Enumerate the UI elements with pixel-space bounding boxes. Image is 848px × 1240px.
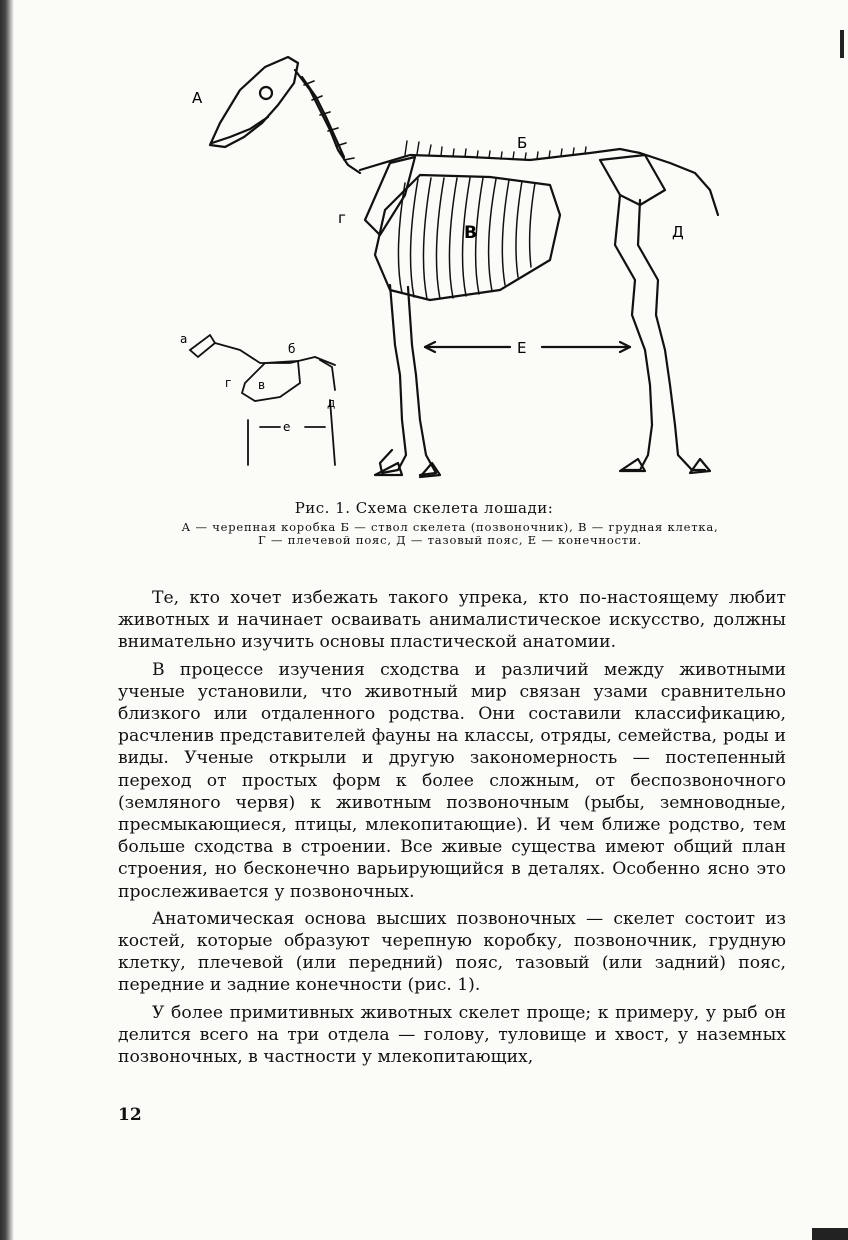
inset-label-d: д [327, 396, 336, 410]
label-B: Б [517, 134, 528, 152]
front-leg [380, 285, 406, 473]
tail [640, 153, 718, 215]
page-left-edge-shadow [0, 0, 14, 1240]
scan-speck [840, 30, 844, 58]
skull-outline [210, 57, 298, 147]
inset-label-g: г [225, 376, 232, 390]
paragraph: Те, кто хочет избежать такого упрека, кто по-настоящему любит животных и начинает осваивать анималистическое искусство, должны внимательно изучить основы пластической анатомии. [118, 588, 786, 653]
body-text [118, 587, 786, 1073]
horse-skeleton-drawing [170, 45, 770, 495]
inset-schematic [190, 335, 335, 465]
figure-caption-legend [115, 521, 785, 547]
pelvis [600, 155, 665, 205]
label-A: А [192, 89, 203, 107]
horse-skeleton-figure [170, 45, 770, 495]
label-D: Д [672, 223, 684, 241]
label-V: В [464, 223, 477, 243]
shoulder-blade [365, 157, 415, 235]
label-G: г [338, 209, 346, 227]
paragraph: Анатомическая основа высших позвоночных — скелет состоит из костей, которые образуют черепную коробку, позвоночник, грудную клетку, плечевой (или передний) пояс, тазовый (или задний) пояс, передние и задние конечности (рис. 1). [118, 908, 786, 996]
scan-speck [812, 1228, 848, 1240]
paragraph: У более примитивных животных скелет проще; к примеру, у рыб он делится всего на три отдела — голову, туловище и хвост, у наземных позвоночных, в частности у млекопитающих, [118, 1002, 786, 1068]
inset-label-v: в [258, 378, 266, 392]
page-number: 12 [118, 1105, 142, 1125]
caption-legend-line: А — черепная коробка Б — ствол скелета (позвоночник), В — грудная клетка, [181, 520, 719, 534]
skull-orbit [260, 87, 272, 99]
figure-caption-title: Рис. 1. Схема скелета лошади: [294, 499, 554, 517]
inset-label-b: б [288, 342, 296, 356]
inset-label-e: е [283, 420, 291, 434]
caption-legend-line: Г — плечевой пояс, Д — тазовый пояс, Е — конечности. [258, 533, 642, 547]
hind-leg [615, 195, 652, 470]
label-E: Е [517, 339, 527, 357]
inset-label-a: а [180, 332, 188, 346]
paragraph: В процессе изучения сходства и различий между животными ученые установили, что животный мир связан узами сравнительно близкого или отдаленного родства. Они составили классификацию, расчленив представителей фауны на классы, отряды, семейства, роды и виды. Ученые открыли и другую закономерность — постепенный переход от простых форм к более сложным, от беспозвоночного (земляного червя) к животным позвоночным (рыбы, земноводные, пресмыкающиеся, птицы, млекопитающие). И чем ближе родство, тем больше сходства в строении. Все живые существа имеют общий план строения, но бесконечно варьирующийся в деталях. Особенно ясно это прослеживается у позвоночных. [118, 659, 786, 902]
